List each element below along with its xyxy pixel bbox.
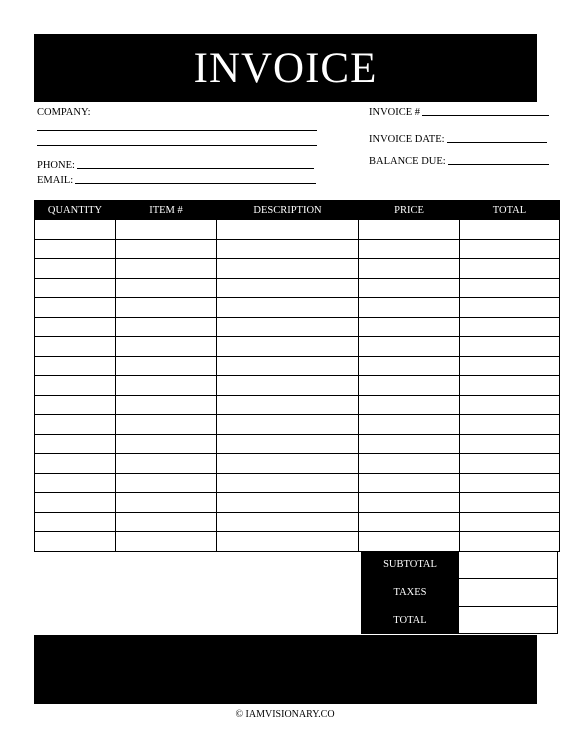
price-cell[interactable] — [359, 512, 460, 532]
price-cell[interactable] — [359, 376, 460, 396]
description-cell[interactable] — [217, 239, 359, 259]
price-cell[interactable] — [359, 454, 460, 474]
footer-band — [34, 635, 537, 704]
total-cell[interactable] — [460, 415, 560, 435]
price-cell[interactable] — [359, 395, 460, 415]
price-cell[interactable] — [359, 493, 460, 513]
description-cell[interactable] — [217, 473, 359, 493]
total-label: TOTAL — [393, 614, 427, 626]
item-number-cell[interactable] — [116, 473, 217, 493]
item-number-cell[interactable] — [116, 376, 217, 396]
price-cell[interactable] — [359, 532, 460, 552]
items-table-body — [35, 220, 560, 552]
table-row — [35, 376, 560, 396]
table-row — [35, 259, 560, 279]
price-cell[interactable] — [359, 356, 460, 376]
description-cell[interactable] — [217, 454, 359, 474]
quantity-cell[interactable] — [35, 259, 116, 279]
email-line[interactable] — [75, 183, 316, 184]
item-number-cell[interactable] — [116, 317, 217, 337]
total-cell[interactable] — [460, 259, 560, 279]
table-row — [35, 298, 560, 318]
total-box[interactable] — [459, 607, 557, 633]
price-cell[interactable] — [359, 220, 460, 240]
total-cell[interactable] — [460, 434, 560, 454]
total-cell[interactable] — [460, 278, 560, 298]
table-row — [35, 395, 560, 415]
total-cell[interactable] — [460, 239, 560, 259]
email-label: EMAIL: — [37, 175, 74, 186]
invoice-date-field — [369, 134, 547, 145]
column-header-description: DESCRIPTION — [217, 201, 359, 220]
invoice-date-label: INVOICE DATE: — [369, 134, 445, 145]
table-row — [35, 239, 560, 259]
table-row — [35, 493, 560, 513]
total-cell[interactable] — [460, 298, 560, 318]
invoice-number-label: INVOICE # — [369, 107, 421, 118]
item-number-cell[interactable] — [116, 454, 217, 474]
item-number-cell[interactable] — [116, 220, 217, 240]
email-field — [37, 175, 316, 186]
description-cell[interactable] — [217, 493, 359, 513]
company-line-1[interactable] — [37, 130, 317, 131]
table-row — [35, 532, 560, 552]
invoice-number-line[interactable] — [422, 115, 549, 116]
item-number-cell[interactable] — [116, 239, 217, 259]
quantity-cell[interactable] — [35, 239, 116, 259]
quantity-cell[interactable] — [35, 473, 116, 493]
total-cell[interactable] — [460, 220, 560, 240]
totals-boxes — [459, 551, 558, 634]
balance-due-line[interactable] — [448, 164, 549, 165]
quantity-cell[interactable] — [35, 356, 116, 376]
quantity-cell[interactable] — [35, 512, 116, 532]
items-table — [34, 200, 560, 552]
phone-field — [37, 160, 314, 171]
item-number-cell[interactable] — [116, 395, 217, 415]
item-number-cell[interactable] — [116, 298, 217, 318]
table-row — [35, 278, 560, 298]
table-row — [35, 317, 560, 337]
price-cell[interactable] — [359, 415, 460, 435]
item-number-cell[interactable] — [116, 356, 217, 376]
description-cell[interactable] — [217, 278, 359, 298]
taxes-box[interactable] — [459, 579, 557, 606]
description-cell[interactable] — [217, 512, 359, 532]
table-row — [35, 337, 560, 357]
quantity-cell[interactable] — [35, 395, 116, 415]
description-cell[interactable] — [217, 259, 359, 279]
balance-due-label: BALANCE DUE: — [369, 156, 446, 167]
table-row — [35, 434, 560, 454]
item-number-cell[interactable] — [116, 512, 217, 532]
subtotal-label: SUBTOTAL — [383, 559, 437, 571]
invoice-number-field — [369, 107, 549, 118]
description-cell[interactable] — [217, 434, 359, 454]
quantity-cell[interactable] — [35, 376, 116, 396]
item-number-cell[interactable] — [116, 434, 217, 454]
taxes-label: TAXES — [393, 587, 427, 598]
quantity-cell[interactable] — [35, 415, 116, 435]
description-cell[interactable] — [217, 317, 359, 337]
price-cell[interactable] — [359, 239, 460, 259]
quantity-cell[interactable] — [35, 298, 116, 318]
column-header-quantity: QUANTITY — [35, 201, 116, 220]
invoice-date-line[interactable] — [447, 142, 547, 143]
copyright-credit: © IAMVISIONARY.CO — [235, 709, 335, 720]
price-cell[interactable] — [359, 317, 460, 337]
table-row — [35, 454, 560, 474]
column-header-price: PRICE — [359, 201, 460, 220]
description-cell[interactable] — [217, 395, 359, 415]
item-number-cell[interactable] — [116, 278, 217, 298]
phone-line[interactable] — [77, 168, 314, 169]
quantity-cell[interactable] — [35, 434, 116, 454]
company-label: COMPANY: — [37, 107, 91, 118]
subtotal-box[interactable] — [459, 552, 557, 579]
quantity-cell[interactable] — [35, 278, 116, 298]
description-cell[interactable] — [217, 415, 359, 435]
table-row — [35, 473, 560, 493]
table-row — [35, 220, 560, 240]
page-title: INVOICE — [193, 44, 378, 92]
company-line-2[interactable] — [37, 145, 317, 146]
total-cell[interactable] — [460, 317, 560, 337]
price-cell[interactable] — [359, 298, 460, 318]
total-cell[interactable] — [460, 473, 560, 493]
description-cell[interactable] — [217, 220, 359, 240]
description-cell[interactable] — [217, 337, 359, 357]
quantity-cell[interactable] — [35, 220, 116, 240]
description-cell[interactable] — [217, 532, 359, 552]
price-cell[interactable] — [359, 473, 460, 493]
table-row — [35, 356, 560, 376]
total-cell[interactable] — [460, 356, 560, 376]
item-number-cell[interactable] — [116, 259, 217, 279]
item-number-cell[interactable] — [116, 337, 217, 357]
item-number-cell[interactable] — [116, 532, 217, 552]
column-header-item-number: ITEM # — [116, 201, 217, 220]
quantity-cell[interactable] — [35, 493, 116, 513]
table-row — [35, 512, 560, 532]
total-cell[interactable] — [460, 337, 560, 357]
item-number-cell[interactable] — [116, 415, 217, 435]
price-cell[interactable] — [359, 259, 460, 279]
quantity-cell[interactable] — [35, 317, 116, 337]
header-band — [34, 34, 537, 102]
column-header-total: TOTAL — [460, 201, 560, 220]
total-cell[interactable] — [460, 532, 560, 552]
company-field — [37, 107, 93, 118]
price-cell[interactable] — [359, 278, 460, 298]
quantity-cell[interactable] — [35, 532, 116, 552]
table-row — [35, 415, 560, 435]
quantity-cell[interactable] — [35, 337, 116, 357]
description-cell[interactable] — [217, 376, 359, 396]
total-cell[interactable] — [460, 454, 560, 474]
total-cell[interactable] — [460, 395, 560, 415]
description-cell[interactable] — [217, 356, 359, 376]
description-cell[interactable] — [217, 298, 359, 318]
price-cell[interactable] — [359, 337, 460, 357]
price-cell[interactable] — [359, 434, 460, 454]
balance-due-field — [369, 156, 549, 167]
phone-label: PHONE: — [37, 160, 75, 171]
total-cell[interactable] — [460, 493, 560, 513]
totals-labels — [361, 551, 459, 634]
totals-block — [361, 551, 558, 634]
total-cell[interactable] — [460, 512, 560, 532]
item-number-cell[interactable] — [116, 493, 217, 513]
total-cell[interactable] — [460, 376, 560, 396]
table-header-row — [35, 201, 560, 220]
quantity-cell[interactable] — [35, 454, 116, 474]
